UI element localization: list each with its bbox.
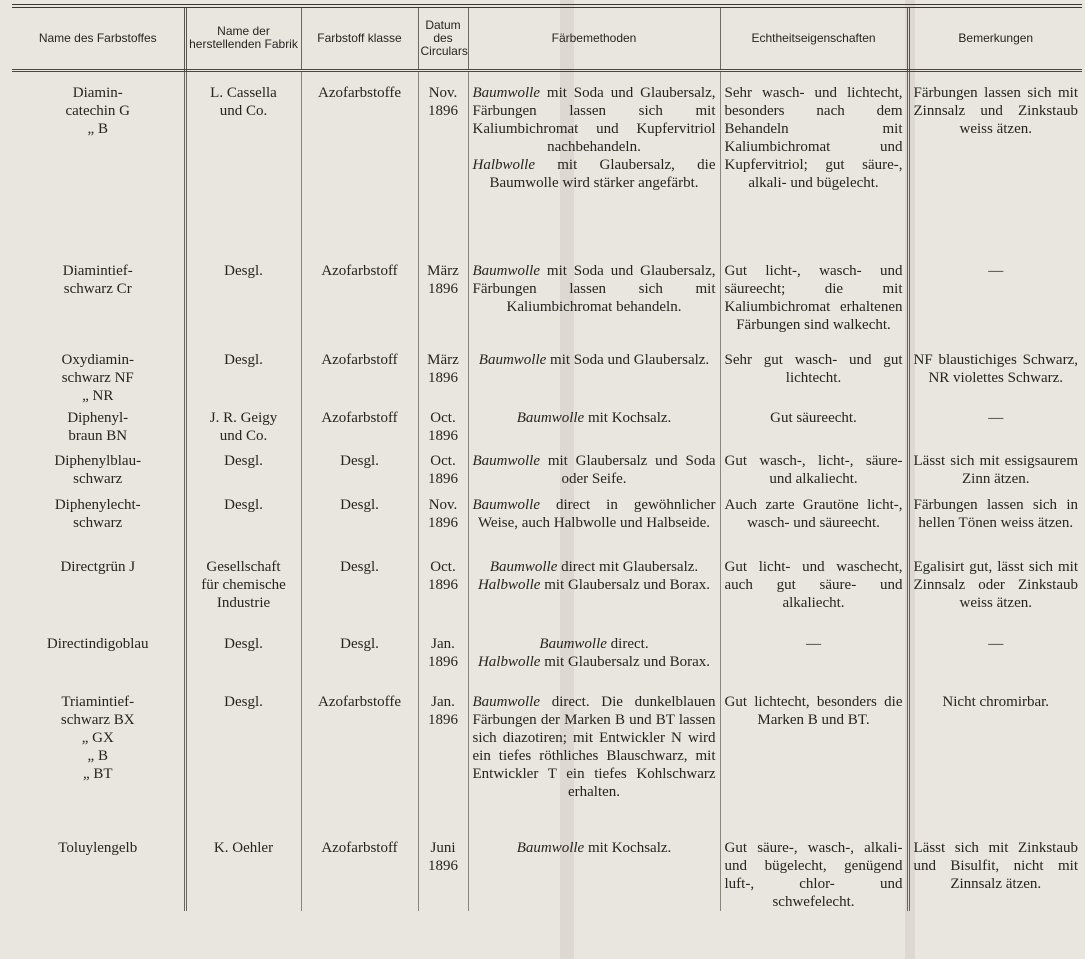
factory-line: Desgl. (224, 263, 263, 279)
factory-line: Desgl. (224, 453, 263, 469)
fibre-name: Baumwolle (472, 84, 540, 101)
dyeing-methods (468, 821, 720, 911)
factory-name (185, 405, 301, 446)
circular-date (418, 679, 468, 821)
dye-name (12, 335, 185, 405)
factory-line: und Co. (219, 102, 268, 119)
dye-name-line: Directindigoblau (46, 636, 149, 652)
table-row (12, 446, 1082, 492)
date-line: Oct. (430, 453, 456, 469)
circular-date (418, 70, 468, 238)
date-line: Jan. (431, 694, 455, 710)
table-row (12, 405, 1082, 446)
dye-name-line: „ GX (81, 730, 114, 746)
table-row (12, 335, 1082, 405)
remarks (908, 335, 1082, 405)
date-line: 1896 (428, 370, 458, 386)
factory-line: und Co. (219, 428, 268, 444)
date-line: Oct. (430, 410, 456, 426)
remarks (908, 238, 1082, 335)
table-row (12, 552, 1082, 631)
dye-class (301, 335, 418, 405)
dye-class (301, 631, 418, 679)
circular-date (418, 405, 468, 446)
fastness-text: Sehr gut wasch- und gut lichtecht. (724, 352, 903, 386)
header-methods: Färbemethoden (468, 6, 720, 70)
method-paragraph (473, 84, 716, 156)
dye-class-text: Desgl. (340, 559, 379, 575)
circular-date (418, 335, 468, 405)
dye-name-line: catechin G (65, 102, 131, 119)
remarks-text: NF blaustichiges Schwarz, NR violettes Schwarz. (913, 352, 1078, 386)
dye-class (301, 679, 418, 821)
method-paragraph (473, 576, 716, 594)
fastness-text: — (806, 636, 821, 652)
dyeing-methods (468, 679, 720, 821)
circular-date (418, 238, 468, 335)
dye-name (12, 492, 185, 552)
remarks (908, 446, 1082, 492)
method-text: direct. Die dunkelblauen Färbungen der Marken B und BT lassen sich diazotiren; mit Entwickler N wird ein tiefes röthliches Blauschwarz, mit Entwickler T ein tiefes Kohlschwarz erhalten. (472, 694, 716, 800)
method-text: mit Kochsalz. (584, 840, 672, 856)
fibre-name: Baumwolle (516, 410, 585, 426)
remarks-text: — (988, 636, 1004, 652)
dye-class-text: Azofarbstoff (321, 352, 398, 368)
remarks-text: Lässt sich mit essigsaurem Zinn ätzen. (913, 453, 1078, 487)
date-line: März (427, 352, 459, 368)
factory-name (185, 446, 301, 492)
fastness-properties (720, 405, 908, 446)
fibre-name: Halbwolle (477, 577, 541, 593)
dyeing-methods (468, 335, 720, 405)
factory-line: Desgl. (224, 636, 263, 652)
dye-name-line: Oxydiamin- (61, 352, 134, 368)
table-row (12, 238, 1082, 335)
factory-name (185, 492, 301, 552)
dyeing-methods (468, 70, 720, 238)
factory-name (185, 631, 301, 679)
method-paragraph (473, 351, 716, 369)
method-text: mit Soda und Glaubersalz, Färbungen lassen sich mit Kaliumbichromat behandeln. (472, 263, 716, 315)
dye-name (12, 446, 185, 492)
fibre-name: Baumwolle (472, 694, 540, 710)
remarks-text: Färbungen lassen sich in hellen Tönen weiss ätzen. (913, 497, 1078, 531)
circular-date (418, 446, 468, 492)
date-line: 1896 (428, 281, 458, 297)
circular-date (418, 552, 468, 631)
factory-name (185, 679, 301, 821)
method-text: mit Kochsalz. (584, 410, 672, 426)
fastness-text: Gut licht-, wasch- und säureecht; die mit Kaliumbichromat erhaltenen Färbungen sind walkecht. (724, 263, 903, 333)
fastness-properties (720, 631, 908, 679)
circular-date (418, 492, 468, 552)
dye-class-text: Desgl. (340, 453, 379, 469)
fastness-properties (720, 70, 908, 238)
dye-name-line: Triamintief- (61, 694, 135, 710)
table-row (12, 631, 1082, 679)
fastness-text: Auch zarte Grautöne licht-, wasch- und säureecht. (724, 497, 903, 531)
dye-name-line: Diphenylecht- (54, 497, 141, 513)
date-line: 1896 (428, 577, 458, 593)
dye-class (301, 446, 418, 492)
factory-line: L. Cassella (210, 84, 277, 101)
dye-class-text: Azofarbstoff (321, 410, 398, 426)
dye-name-line: schwarz BX (60, 712, 135, 728)
date-line: 1896 (428, 515, 458, 531)
dyeing-methods (468, 631, 720, 679)
header-name: Name des Farbstoffes (12, 6, 185, 70)
method-text: direct mit Glaubersalz. (557, 559, 699, 575)
fastness-properties (720, 679, 908, 821)
remarks (908, 492, 1082, 552)
dye-name (12, 70, 185, 238)
fastness-text: Gut licht- und waschecht, auch gut säure- und alkaliecht. (724, 559, 903, 611)
dye-name (12, 821, 185, 911)
remarks-text: Egalisirt gut, lässt sich mit Zinnsalz oder Zinkstaub weiss ätzen. (913, 559, 1078, 611)
date-line: 1896 (428, 858, 458, 874)
dye-table (12, 4, 1082, 911)
dye-class-text: Azofarbstoffe (317, 84, 402, 101)
dye-name (12, 679, 185, 821)
remarks-text: Nicht chromirbar. (942, 694, 1050, 710)
date-line: Jan. (431, 636, 455, 652)
dye-name-line: schwarz (73, 515, 123, 531)
remarks (908, 631, 1082, 679)
date-line: 1896 (428, 428, 458, 444)
method-text: mit Soda und Glaubersalz. (546, 352, 710, 368)
remarks (908, 405, 1082, 446)
fastness-properties (720, 446, 908, 492)
fibre-name: Baumwolle (539, 636, 607, 652)
table-row (12, 492, 1082, 552)
method-paragraph (473, 693, 716, 801)
factory-name (185, 335, 301, 405)
dye-class-text: Azofarbstoffe (317, 694, 402, 710)
dye-name (12, 552, 185, 631)
method-paragraph (473, 452, 716, 488)
method-text: direct in gewöhnlicher Weise, auch Halbwolle und Halbseide. (477, 497, 716, 531)
date-line: 1896 (428, 654, 458, 670)
method-text: mit Soda und Glaubersalz, Färbungen lassen sich mit Kaliumbichromat und Kupfervitriol nachbehandeln. (472, 84, 716, 155)
dye-name-line: Toluylengelb (58, 840, 138, 856)
dyeing-methods (468, 492, 720, 552)
dye-class-text: Desgl. (340, 636, 379, 652)
dye-class (301, 238, 418, 335)
date-line: Nov. (428, 497, 458, 513)
fibre-name: Halbwolle (477, 654, 541, 670)
dyeing-methods (468, 405, 720, 446)
fastness-text: Gut säureecht. (770, 410, 857, 426)
fastness-properties (720, 492, 908, 552)
remarks-text: — (988, 263, 1004, 279)
factory-line: Gesellschaft (206, 559, 281, 575)
remarks-text: Färbungen lassen sich mit Zinnsalz und Zinkstaub weiss ätzen. (913, 84, 1078, 137)
method-paragraph (473, 839, 716, 857)
dye-name-line: Diamin- (72, 84, 123, 101)
dye-class-text: Desgl. (340, 497, 379, 513)
dye-class (301, 405, 418, 446)
dyeing-methods (468, 552, 720, 631)
circular-date (418, 631, 468, 679)
fastness-properties (720, 821, 908, 911)
factory-line: Industrie (216, 595, 271, 611)
dye-name-line: schwarz (73, 471, 123, 487)
dye-class-text: Azofarbstoff (321, 263, 398, 279)
dye-name-line: schwarz NF (61, 370, 134, 386)
method-text: direct. (606, 636, 649, 652)
dye-name (12, 405, 185, 446)
fastness-properties (720, 238, 908, 335)
fibre-name: Baumwolle (472, 453, 540, 469)
fastness-properties (720, 552, 908, 631)
factory-line: für chemische (201, 577, 286, 593)
dye-name-line: „ B (87, 748, 108, 764)
date-line: Juni (430, 840, 456, 856)
remarks (908, 679, 1082, 821)
method-paragraph (473, 635, 716, 653)
date-line: Nov. (428, 84, 458, 101)
dyeing-methods (468, 238, 720, 335)
header-class: Farbstoff klasse (301, 6, 418, 70)
method-paragraph (473, 409, 716, 427)
date-line: 1896 (428, 102, 458, 119)
dye-class (301, 70, 418, 238)
method-text: mit Glaubersalz und Soda oder Seife. (540, 453, 716, 487)
method-paragraph (473, 262, 716, 316)
date-line: 1896 (428, 471, 458, 487)
fibre-name: Baumwolle (516, 840, 585, 856)
factory-name (185, 70, 301, 238)
fastness-text: Gut säure-, wasch-, alkali- und bügelecht, genügend luft-, chlor- und schwefelecht. (724, 840, 903, 910)
fibre-name: Baumwolle (472, 263, 540, 279)
method-text: mit Glaubersalz und Borax. (540, 577, 711, 593)
remarks (908, 70, 1082, 238)
header-remarks: Bemerkungen (908, 6, 1082, 70)
fibre-name: Baumwolle (478, 352, 547, 368)
dye-name-line: Diphenylblau- (54, 453, 142, 469)
header-fastness: Echtheitseigenschaften (720, 6, 908, 70)
method-paragraph (473, 156, 716, 192)
remarks-text: — (988, 410, 1004, 426)
date-line: 1896 (428, 712, 458, 728)
dye-name-line: Diamintief- (62, 263, 133, 279)
header-row (12, 6, 1082, 70)
header-factory: Name der herstellenden Fabrik (185, 6, 301, 70)
table-row (12, 70, 1082, 238)
dye-name-line: Diphenyl- (67, 410, 129, 426)
method-paragraph (473, 653, 716, 671)
method-text: mit Glaubersalz und Borax. (540, 654, 711, 670)
method-paragraph (473, 496, 716, 532)
date-line: Oct. (430, 559, 456, 575)
dye-class (301, 552, 418, 631)
dyeing-methods (468, 446, 720, 492)
factory-line: K. Oehler (213, 840, 274, 856)
header-date: Datum des Circulars (418, 6, 468, 70)
dye-name-line: „ B (87, 120, 108, 137)
dye-name-line: schwarz Cr (63, 281, 132, 297)
fastness-text: Sehr wasch- und lichtecht, besonders nach dem Behandeln mit Kaliumbichromat und Kupfervitriol; gut säure-, alkali- und bügelecht. (724, 84, 903, 191)
table-row (12, 821, 1082, 911)
dye-class-text: Azofarbstoff (321, 840, 398, 856)
date-line: März (427, 263, 459, 279)
dye-name (12, 631, 185, 679)
circular-date (418, 821, 468, 911)
dye-name (12, 238, 185, 335)
fibre-name: Halbwolle (472, 156, 535, 173)
factory-line: Desgl. (224, 694, 263, 710)
dye-name-line: Directgrün J (60, 559, 136, 575)
dye-class (301, 492, 418, 552)
fastness-text: Gut lichtecht, besonders die Marken B und BT. (724, 694, 903, 728)
fibre-name: Baumwolle (489, 559, 558, 575)
factory-line: Desgl. (224, 352, 263, 368)
fastness-properties (720, 335, 908, 405)
method-text: mit Glaubersalz, die Baumwolle wird stärker angefärbt. (489, 156, 716, 191)
factory-name (185, 238, 301, 335)
dye-name-line: „ BT (82, 766, 113, 782)
remarks (908, 552, 1082, 631)
fibre-name: Baumwolle (472, 497, 540, 513)
remarks-text: Lässt sich mit Zinkstaub und Bisulfit, nicht mit Zinnsalz ätzen. (913, 840, 1078, 892)
fastness-text: Gut wasch-, licht-, säure- und alkaliecht. (724, 453, 903, 487)
factory-name (185, 552, 301, 631)
dye-name-line: braun BN (68, 428, 128, 444)
dye-name-line: „ NR (82, 388, 114, 404)
method-paragraph (473, 558, 716, 576)
table-row (12, 679, 1082, 821)
factory-line: Desgl. (224, 497, 263, 513)
factory-name (185, 821, 301, 911)
factory-line: J. R. Geigy (209, 410, 278, 426)
dye-class (301, 821, 418, 911)
remarks (908, 821, 1082, 911)
